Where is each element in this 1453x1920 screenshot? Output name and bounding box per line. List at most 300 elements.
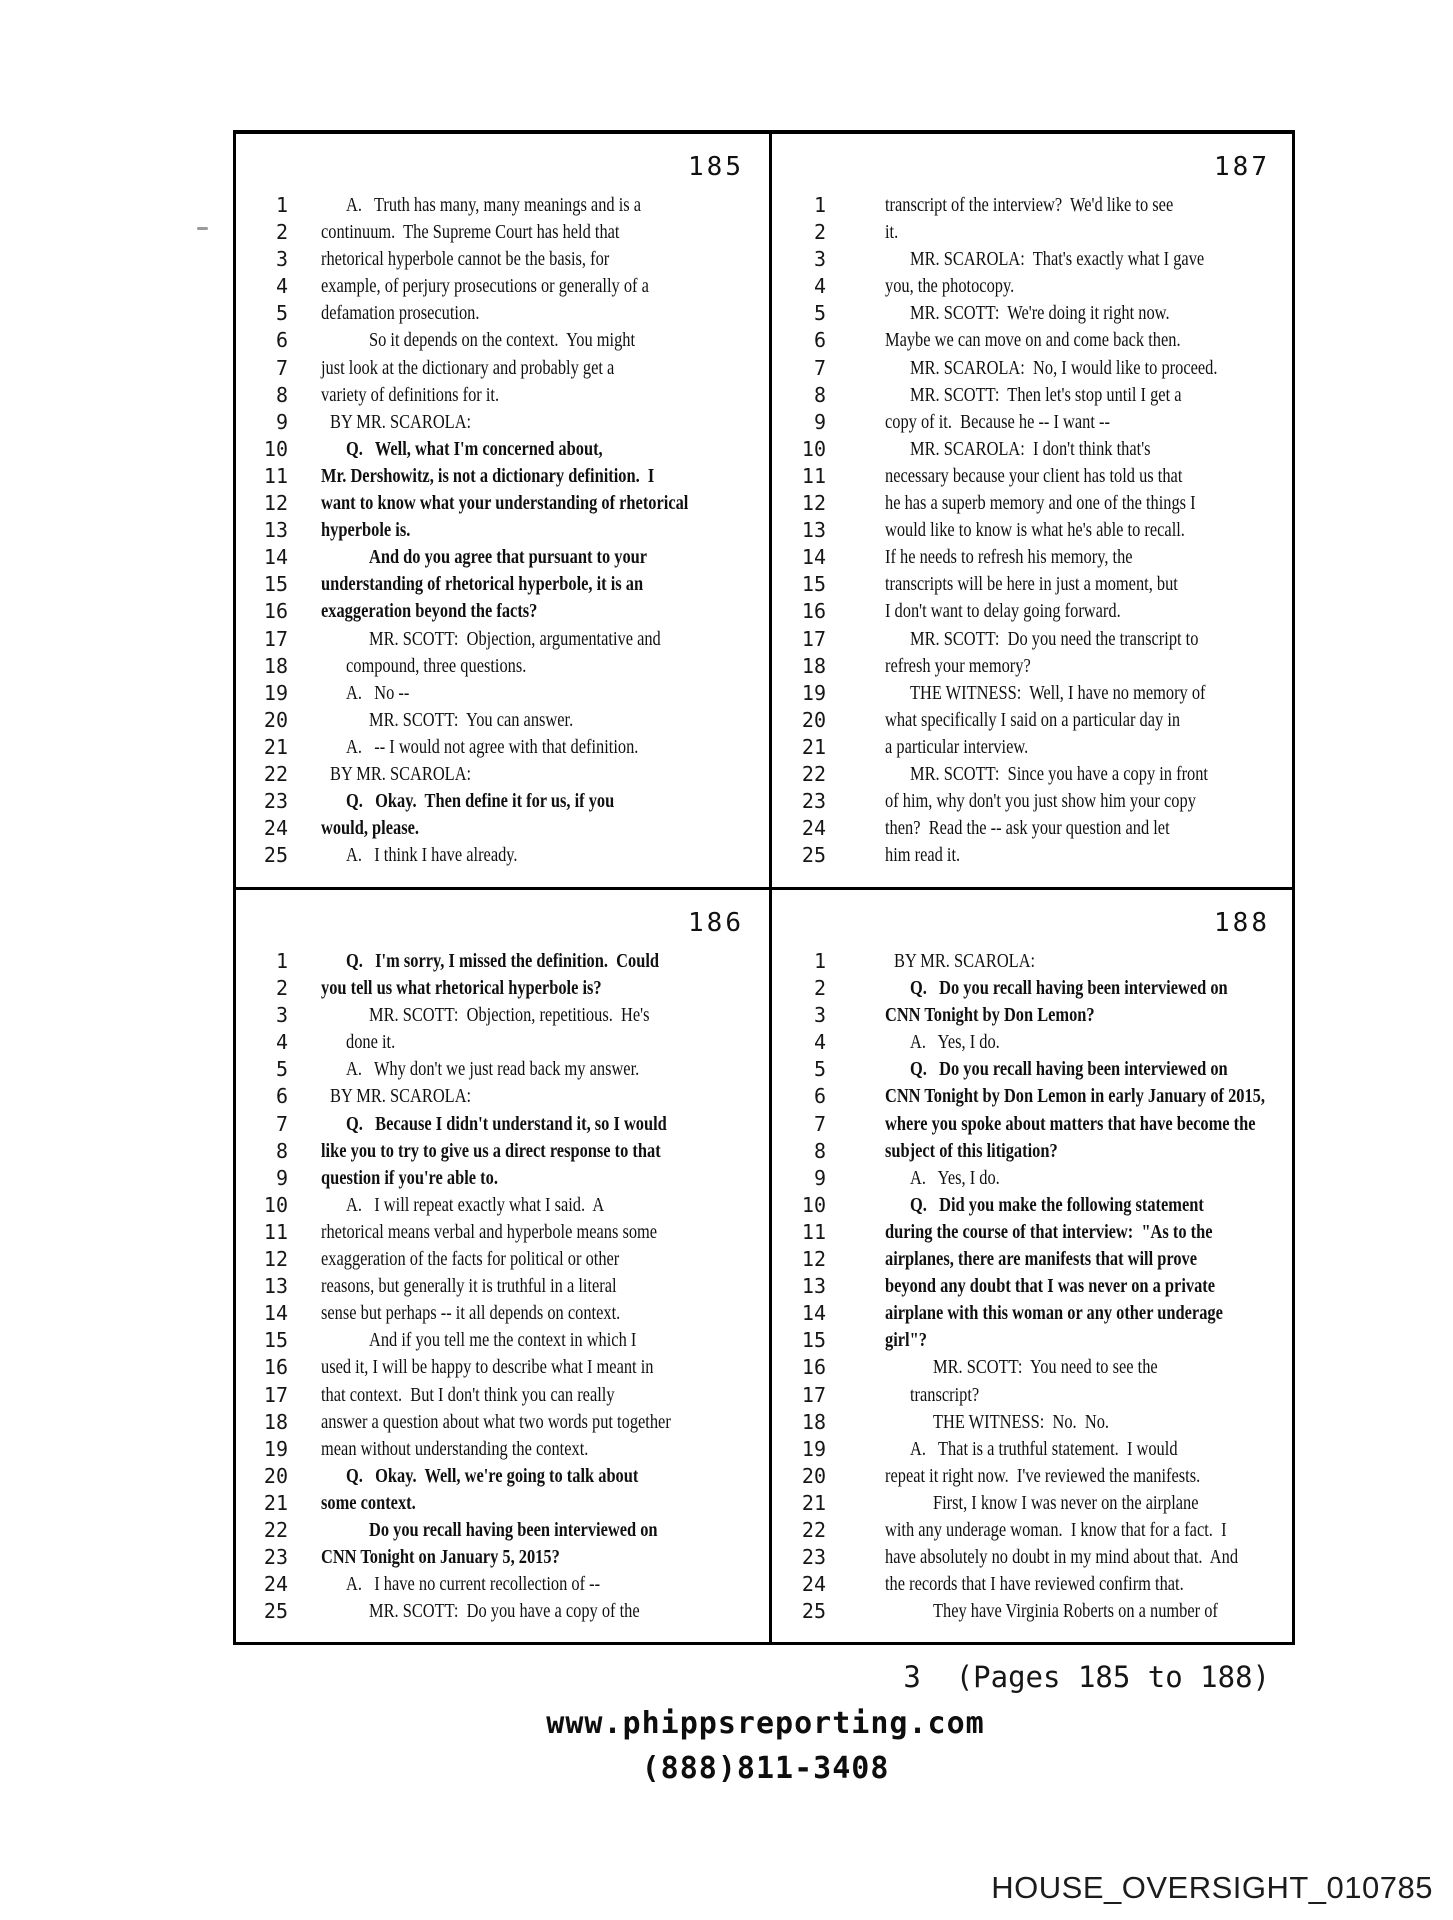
line-number: 11 (263, 1219, 288, 1244)
transcript-line (772, 517, 1292, 544)
transcript-line (772, 1165, 1292, 1192)
line-text: sense but perhaps -- it all depends on context. (321, 1302, 621, 1325)
line-text: just look at the dictionary and probably get a (321, 356, 615, 379)
line-text: A. No -- (346, 681, 410, 704)
line-text: A. -- I would not agree with that definition. (346, 735, 639, 758)
line-text: MR. SCOTT: We're doing it right now. (910, 302, 1170, 325)
line-text: Maybe we can move on and come back then. (885, 329, 1181, 352)
line-number: 1 (275, 193, 288, 217)
transcript-page-187 (769, 134, 1292, 887)
line-text: compound, three questions. (346, 654, 527, 677)
transcript-line (236, 1382, 769, 1409)
line-number: 14 (263, 1301, 288, 1326)
line-number: 6 (813, 1084, 826, 1109)
line-text: BY MR. SCAROLA: (330, 1085, 472, 1108)
line-text: MR. SCOTT: Since you have a copy in front (910, 762, 1208, 785)
transcript-line (236, 1327, 769, 1354)
transcript-line (772, 246, 1292, 273)
line-number: 14 (801, 545, 826, 570)
transcript-line (772, 1111, 1292, 1138)
line-number: 22 (801, 761, 826, 786)
line-text: that context. But I don't think you can really (321, 1383, 615, 1406)
page-number: 185 (688, 152, 744, 182)
transcript-line (236, 192, 769, 219)
line-number: 19 (263, 680, 288, 705)
line-text: you tell us what rhetorical hyperbole is? (321, 977, 602, 1000)
line-text: transcript? (910, 1383, 980, 1406)
transcript-line (236, 761, 769, 788)
line-text: you, the photocopy. (885, 275, 1015, 298)
line-number: 15 (801, 1328, 826, 1353)
transcript-line (236, 1490, 769, 1517)
transcript-line (236, 1192, 769, 1219)
line-text: subject of this litigation? (885, 1139, 1058, 1162)
line-number: 5 (275, 301, 288, 326)
line-number: 21 (263, 1490, 288, 1515)
line-number: 13 (801, 518, 826, 543)
line-number: 9 (275, 1165, 288, 1190)
line-number: 17 (263, 626, 288, 651)
line-number: 17 (263, 1382, 288, 1407)
line-number: 17 (801, 626, 826, 651)
transcript-line (236, 1571, 769, 1598)
line-number: 2 (813, 220, 826, 245)
line-text: They have Virginia Roberts on a number of (933, 1600, 1218, 1623)
line-number: 20 (263, 707, 288, 732)
line-number: 16 (801, 1355, 826, 1380)
transcript-line (772, 192, 1292, 219)
line-text: BY MR. SCAROLA: (330, 762, 472, 785)
transcript-line (236, 734, 769, 761)
transcript-line (236, 815, 769, 842)
line-number: 17 (801, 1382, 826, 1407)
line-number: 4 (813, 1030, 826, 1055)
transcript-line (772, 1463, 1292, 1490)
transcript-line (236, 517, 769, 544)
transcript-line (236, 1463, 769, 1490)
line-text: would, please. (321, 817, 419, 840)
transcript-line (772, 300, 1292, 327)
transcript-line (236, 436, 769, 463)
line-text: Mr. Dershowitz, is not a dictionary definition. I (321, 464, 655, 487)
transcript-line (772, 327, 1292, 354)
line-text: him read it. (885, 844, 961, 867)
transcript-line (772, 815, 1292, 842)
transcript-lines (772, 192, 1292, 869)
line-number: 2 (813, 976, 826, 1001)
line-number: 7 (813, 1111, 826, 1136)
line-text: CNN Tonight on January 5, 2015? (321, 1546, 560, 1569)
transcript-line (236, 409, 769, 436)
transcript-line (772, 1192, 1292, 1219)
line-text: mean without understanding the context. (321, 1437, 589, 1460)
transcript-line (236, 1598, 769, 1625)
page-number: 186 (688, 908, 744, 938)
line-number: 12 (263, 1247, 288, 1272)
transcript-line (772, 707, 1292, 734)
line-number: 24 (263, 816, 288, 841)
line-text: some context. (321, 1491, 416, 1514)
line-text: beyond any doubt that I was never on a private (885, 1275, 1216, 1298)
line-text: MR. SCOTT: Then let's stop until I get a (910, 383, 1182, 406)
line-text: variety of definitions for it. (321, 383, 500, 406)
line-number: 11 (801, 1219, 826, 1244)
transcript-line (236, 707, 769, 734)
line-text: CNN Tonight by Don Lemon in early January of 2015, (885, 1085, 1265, 1108)
transcript-line (772, 680, 1292, 707)
line-number: 16 (263, 1355, 288, 1380)
line-number: 24 (263, 1572, 288, 1597)
line-text: done it. (346, 1031, 396, 1054)
line-text: rhetorical means verbal and hyperbole means some (321, 1220, 658, 1243)
line-text: A. I think I have already. (346, 844, 518, 867)
line-text: THE WITNESS: Well, I have no memory of (910, 681, 1206, 704)
line-text: Q. I'm sorry, I missed the definition. Could (346, 950, 659, 972)
line-text: MR. SCOTT: Objection, argumentative and (369, 627, 661, 650)
line-text: transcript of the interview? We'd like to see (885, 194, 1174, 216)
line-number: 23 (263, 1545, 288, 1570)
transcript-line (772, 1002, 1292, 1029)
transcript-line (236, 598, 769, 625)
condensed-page-range: 3 (Pages 185 to 188) (903, 1660, 1270, 1694)
transcript-line (236, 463, 769, 490)
line-text: hyperbole is. (321, 519, 411, 542)
line-text: MR. SCOTT: Do you have a copy of the (369, 1600, 640, 1623)
line-number: 15 (801, 572, 826, 597)
line-number: 15 (263, 1328, 288, 1353)
line-text: A. Yes, I do. (910, 1166, 1000, 1189)
line-text: have absolutely no doubt in my mind about that. And (885, 1546, 1239, 1569)
transcript-line (236, 842, 769, 869)
line-text: refresh your memory? (885, 654, 1031, 677)
transcript-line (772, 544, 1292, 571)
transcript-line (236, 1273, 769, 1300)
transcript-line (236, 1544, 769, 1571)
line-text: a particular interview. (885, 735, 1029, 758)
line-text: during the course of that interview: "As to the (885, 1220, 1213, 1243)
line-number: 4 (275, 1030, 288, 1055)
line-text: then? Read the -- ask your question and let (885, 817, 1170, 840)
line-text: MR. SCOTT: You need to see the (933, 1356, 1158, 1379)
line-number: 12 (801, 491, 826, 516)
transcript-line (236, 1029, 769, 1056)
transcript-line (236, 544, 769, 571)
transcript-line (236, 1138, 769, 1165)
line-number: 21 (801, 1490, 826, 1515)
line-text: BY MR. SCAROLA: (330, 410, 472, 433)
line-text: A. I will repeat exactly what I said. A (346, 1193, 605, 1216)
transcript-line (236, 788, 769, 815)
line-text: MR. SCAROLA: I don't think that's (910, 437, 1151, 460)
line-number: 2 (275, 976, 288, 1001)
transcript-line (772, 788, 1292, 815)
transcript-line (772, 761, 1292, 788)
line-text: airplane with this woman or any other underage (885, 1302, 1223, 1325)
transcript-page-186 (236, 887, 769, 1642)
line-text: A. That is a truthful statement. I would (910, 1437, 1178, 1460)
line-text: copy of it. Because he -- I want -- (885, 410, 1110, 433)
transcript-line (772, 490, 1292, 517)
line-number: 8 (275, 382, 288, 407)
reporting-phone: (888)811-3408 (641, 1751, 890, 1786)
line-number: 9 (275, 409, 288, 434)
line-text: the records that I have reviewed confirm that. (885, 1573, 1184, 1596)
line-text: where you spoke about matters that have become the (885, 1112, 1256, 1135)
transcript-lines (772, 948, 1292, 1625)
line-number: 6 (275, 328, 288, 353)
transcript-line (772, 842, 1292, 869)
scan-artifact (197, 227, 208, 230)
transcript-line (236, 1354, 769, 1381)
line-number: 7 (275, 1111, 288, 1136)
line-number: 16 (801, 599, 826, 624)
line-text: used it, I will be happy to describe what I meant in (321, 1356, 654, 1379)
transcript-line (772, 1083, 1292, 1110)
transcript-line (772, 409, 1292, 436)
line-number: 12 (801, 1247, 826, 1272)
line-number: 1 (813, 193, 826, 217)
line-number: 6 (813, 328, 826, 353)
line-number: 7 (813, 355, 826, 380)
line-text: A. Why don't we just read back my answer. (346, 1058, 640, 1081)
transcript-line (772, 1598, 1292, 1625)
line-number: 12 (263, 491, 288, 516)
line-number: 25 (801, 843, 826, 868)
transcript-line (236, 219, 769, 246)
transcript-line (236, 273, 769, 300)
line-text: Q. Okay. Then define it for us, if you (346, 790, 615, 813)
line-number: 25 (263, 1599, 288, 1624)
line-number: 10 (801, 436, 826, 461)
transcript-line (772, 1490, 1292, 1517)
line-text: And do you agree that pursuant to your (369, 546, 648, 569)
line-text: A. I have no current recollection of -- (346, 1573, 601, 1596)
transcript-line (236, 1165, 769, 1192)
line-text: If he needs to refresh his memory, the (885, 546, 1133, 569)
line-number: 9 (813, 1165, 826, 1190)
transcript-line (772, 1246, 1292, 1273)
transcript-line (236, 1083, 769, 1110)
line-text: it. (885, 221, 899, 244)
line-number: 19 (801, 1436, 826, 1461)
line-text: girl"? (885, 1329, 927, 1352)
transcript-line (236, 948, 769, 975)
line-number: 25 (801, 1599, 826, 1624)
line-number: 20 (801, 1463, 826, 1488)
line-number: 19 (263, 1436, 288, 1461)
line-text: continuum. The Supreme Court has held that (321, 221, 620, 244)
line-number: 3 (275, 247, 288, 272)
transcript-line (772, 598, 1292, 625)
line-number: 14 (263, 545, 288, 570)
line-number: 4 (275, 274, 288, 299)
transcript-line (236, 626, 769, 653)
line-number: 8 (275, 1138, 288, 1163)
line-number: 13 (801, 1274, 826, 1299)
line-text: First, I know I was never on the airplane (933, 1491, 1199, 1514)
transcript-line (236, 1246, 769, 1273)
line-text: Q. Did you make the following statement (910, 1193, 1204, 1216)
transcript-page-185 (236, 134, 769, 887)
line-number: 21 (801, 734, 826, 759)
line-text: MR. SCAROLA: That's exactly what I gave (910, 248, 1205, 271)
transcript-line (236, 1219, 769, 1246)
line-number: 13 (263, 518, 288, 543)
line-text: A. Yes, I do. (910, 1031, 1000, 1054)
transcript-line (236, 680, 769, 707)
line-number: 4 (813, 274, 826, 299)
line-text: what specifically I said on a particular day in (885, 708, 1181, 731)
line-number: 22 (801, 1517, 826, 1542)
line-text: MR. SCAROLA: No, I would like to proceed. (910, 356, 1218, 379)
line-text: of him, why don't you just show him your copy (885, 790, 1196, 813)
transcript-line (772, 1382, 1292, 1409)
line-text: MR. SCOTT: You can answer. (369, 708, 574, 731)
transcript-line (236, 1300, 769, 1327)
line-number: 18 (801, 653, 826, 678)
line-number: 20 (263, 1463, 288, 1488)
line-text: Q. Do you recall having been interviewed on (910, 1058, 1228, 1081)
line-text: transcripts will be here in just a moment, but (885, 573, 1178, 596)
line-text: necessary because your client has told us that (885, 464, 1183, 487)
line-number: 25 (263, 843, 288, 868)
transcript-line (236, 246, 769, 273)
line-number: 23 (801, 789, 826, 814)
transcript-page-188 (769, 887, 1292, 1642)
line-text: MR. SCOTT: Objection, repetitious. He's (369, 1004, 650, 1027)
line-text: airplanes, there are manifests that will prove (885, 1248, 1198, 1271)
line-number: 8 (813, 382, 826, 407)
line-number: 22 (263, 761, 288, 786)
line-text: CNN Tonight by Don Lemon? (885, 1004, 1095, 1027)
line-text: So it depends on the context. You might (369, 329, 636, 352)
line-text: MR. SCOTT: Do you need the transcript to (910, 627, 1199, 650)
line-number: 11 (801, 463, 826, 488)
transcript-line (772, 571, 1292, 598)
transcript-line (772, 1327, 1292, 1354)
transcript-line (236, 571, 769, 598)
line-number: 9 (813, 409, 826, 434)
transcript-line (236, 1409, 769, 1436)
line-text: he has a superb memory and one of the things I (885, 492, 1196, 515)
transcript-line (772, 948, 1292, 975)
line-number: 1 (813, 949, 826, 973)
transcript-line (236, 975, 769, 1002)
line-number: 10 (801, 1192, 826, 1217)
line-number: 5 (813, 301, 826, 326)
line-number: 13 (263, 1274, 288, 1299)
line-number: 3 (275, 1003, 288, 1028)
line-number: 24 (801, 816, 826, 841)
page-number: 187 (1214, 152, 1270, 182)
line-text: Q. Okay. Well, we're going to talk about (346, 1464, 639, 1487)
transcript-line (772, 1219, 1292, 1246)
transcript-line (772, 626, 1292, 653)
transcript-line (772, 734, 1292, 761)
line-number: 11 (263, 463, 288, 488)
line-number: 21 (263, 734, 288, 759)
line-number: 15 (263, 572, 288, 597)
transcript-line (772, 1517, 1292, 1544)
line-text: BY MR. SCAROLA: (894, 950, 1036, 972)
line-number: 18 (263, 1409, 288, 1434)
transcript-line (772, 653, 1292, 680)
transcript-line (772, 1409, 1292, 1436)
transcript-line (772, 463, 1292, 490)
line-number: 19 (801, 680, 826, 705)
line-number: 3 (813, 1003, 826, 1028)
line-text: exaggeration beyond the facts? (321, 600, 538, 623)
line-number: 2 (275, 220, 288, 245)
transcript-line (772, 382, 1292, 409)
line-number: 6 (275, 1084, 288, 1109)
transcript-line (236, 1002, 769, 1029)
transcript-line (236, 653, 769, 680)
transcript-lines (236, 948, 769, 1625)
page-number: 188 (1214, 908, 1270, 938)
line-number: 5 (275, 1057, 288, 1082)
line-text: Do you recall having been interviewed on (369, 1518, 658, 1541)
line-text: like you to try to give us a direct response to that (321, 1139, 661, 1162)
line-number: 3 (813, 247, 826, 272)
line-text: with any underage woman. I know that for a fact. I (885, 1518, 1227, 1541)
transcript-grid (233, 130, 1295, 1645)
line-text: A. Truth has many, many meanings and is a (346, 194, 642, 216)
line-text: defamation prosecution. (321, 302, 480, 325)
transcript-line (772, 1544, 1292, 1571)
transcript-line (772, 1436, 1292, 1463)
line-text: Q. Because I didn't understand it, so I would (346, 1112, 667, 1135)
transcript-line (236, 1436, 769, 1463)
line-text: question if you're able to. (321, 1166, 498, 1189)
transcript-line (772, 1300, 1292, 1327)
transcript-line (772, 975, 1292, 1002)
transcript-line (772, 1571, 1292, 1598)
line-text: And if you tell me the context in which I (369, 1329, 637, 1352)
transcript-line (236, 1111, 769, 1138)
transcript-line (772, 1354, 1292, 1381)
transcript-line (772, 273, 1292, 300)
line-number: 8 (813, 1138, 826, 1163)
line-number: 24 (801, 1572, 826, 1597)
line-number: 14 (801, 1301, 826, 1326)
transcript-line (772, 1029, 1292, 1056)
transcript-line (236, 382, 769, 409)
transcript-line (772, 355, 1292, 382)
line-text: THE WITNESS: No. No. (933, 1410, 1109, 1433)
transcript-line (772, 436, 1292, 463)
line-number: 23 (263, 789, 288, 814)
line-text: Q. Do you recall having been interviewed on (910, 977, 1228, 1000)
line-text: reasons, but generally it is truthful in a literal (321, 1275, 617, 1298)
line-number: 18 (801, 1409, 826, 1434)
transcript-line (236, 327, 769, 354)
transcript-line (236, 1517, 769, 1544)
line-text: exaggeration of the facts for political or other (321, 1248, 620, 1271)
line-number: 5 (813, 1057, 826, 1082)
line-text: Q. Well, what I'm concerned about, (346, 437, 603, 460)
transcript-line (772, 1056, 1292, 1083)
transcript-line (236, 1056, 769, 1083)
transcript-lines (236, 192, 769, 869)
line-text: want to know what your understanding of rhetorical (321, 492, 689, 515)
line-number: 16 (263, 599, 288, 624)
transcript-line (236, 355, 769, 382)
line-text: I don't want to delay going forward. (885, 600, 1121, 623)
line-text: example, of perjury prosecutions or generally of a (321, 275, 649, 298)
line-number: 10 (263, 436, 288, 461)
bates-number-stamp: HOUSE_OVERSIGHT_010785 (991, 1870, 1433, 1905)
